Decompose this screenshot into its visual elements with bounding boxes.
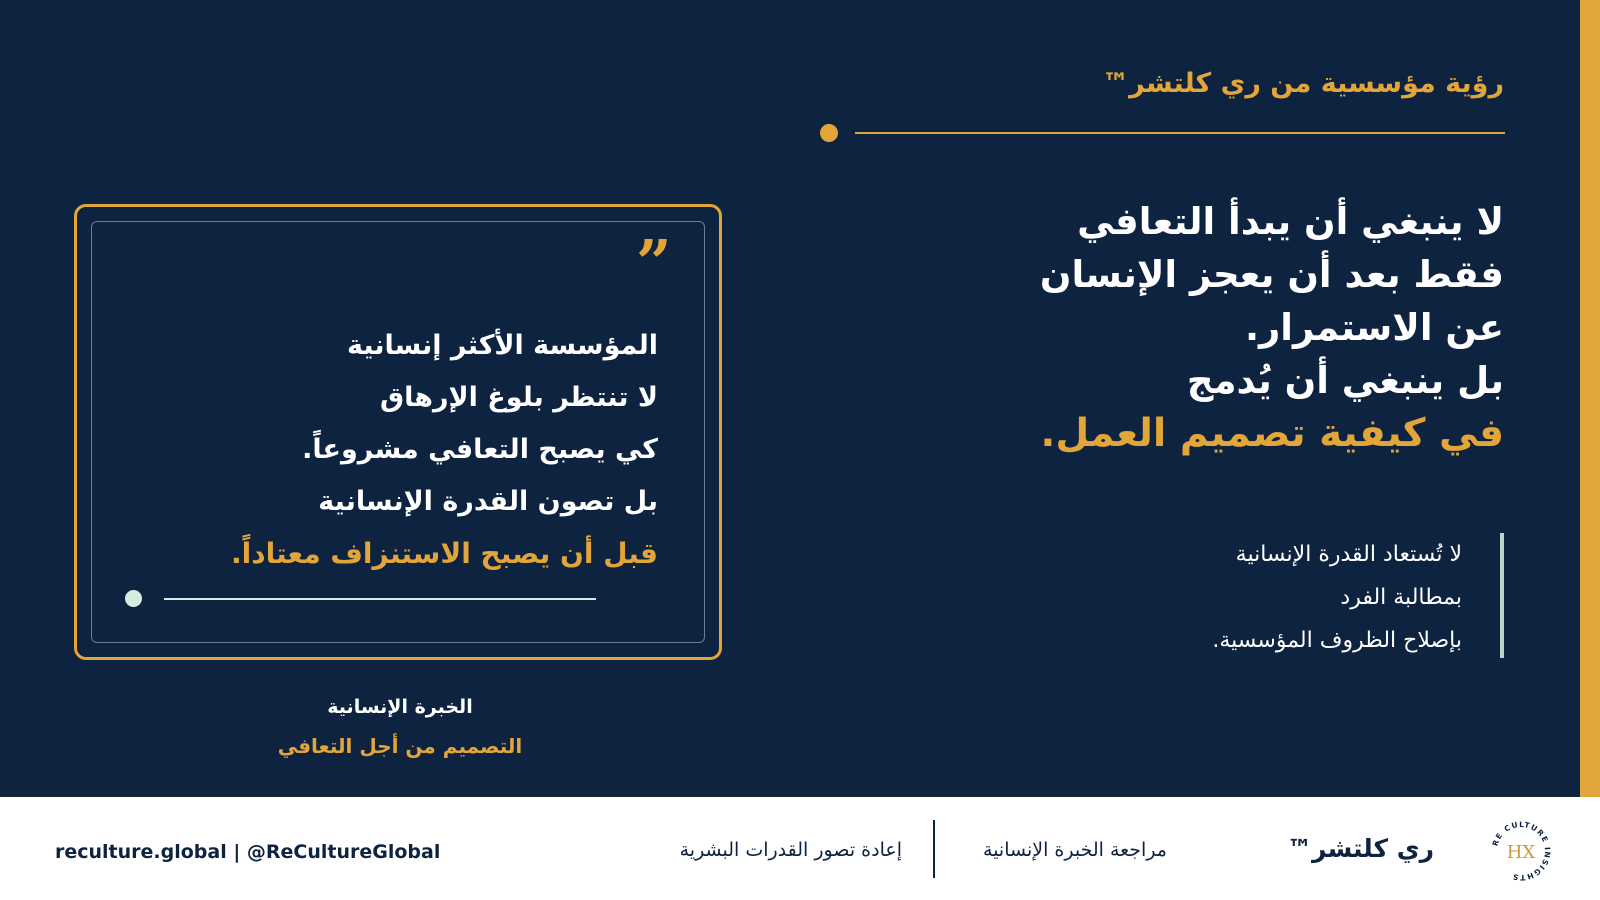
headline bbox=[884, 195, 1504, 460]
svg-text:HX: HX bbox=[1506, 842, 1536, 863]
quote-text bbox=[138, 320, 658, 580]
reculture-insights-logo-icon bbox=[1486, 816, 1556, 886]
footer-divider bbox=[933, 820, 935, 878]
footer-tagline: إعادة تصور القدرات البشرية bbox=[679, 839, 902, 861]
category-label: الخبرة الإنسانية bbox=[327, 696, 473, 718]
quote-card-inner-border bbox=[91, 221, 705, 643]
quote-mark-icon: ” bbox=[636, 226, 672, 299]
quote-dot bbox=[125, 590, 142, 607]
footer-brand-name: ري كلتشر™ bbox=[1287, 834, 1434, 863]
quote-card bbox=[74, 204, 722, 660]
footer-review-title: مراجعة الخبرة الإنسانية bbox=[983, 839, 1167, 861]
headline-accent-line: في كيفية تصميم العمل. bbox=[1040, 411, 1504, 456]
headline-line: بل ينبغي أن يُدمج bbox=[1186, 359, 1504, 402]
supporting-text bbox=[1212, 533, 1504, 658]
supporting-line: بإصلاح الظروف المؤسسية. bbox=[1212, 628, 1462, 653]
footer-website[interactable]: reculture.global | @ReCultureGlobal bbox=[55, 841, 441, 863]
eyebrow-divider bbox=[855, 132, 1505, 134]
headline-line: لا ينبغي أن يبدأ التعافي bbox=[1077, 200, 1504, 243]
quote-line: لا تنتظر بلوغ الإرهاق bbox=[379, 382, 658, 413]
headline-line: فقط بعد أن يعجز الإنسان bbox=[1039, 253, 1504, 296]
category-subtitle: التصميم من أجل التعافي bbox=[277, 734, 523, 758]
quote-accent-line: قبل أن يصبح الاستنزاف معتاداً. bbox=[230, 537, 658, 570]
eyebrow-title: رؤية مؤسسية من ري كلتشر™ bbox=[1102, 68, 1504, 99]
quote-line: بل تصون القدرة الإنسانية bbox=[318, 486, 658, 517]
supporting-line: لا تُستعاد القدرة الإنسانية bbox=[1235, 542, 1462, 567]
svg-text:RE CULTURE INSIGHTS: RE CULTURE INSIGHTS bbox=[1490, 819, 1553, 883]
headline-line: عن الاستمرار. bbox=[1244, 306, 1504, 349]
quote-line: المؤسسة الأكثر إنسانية bbox=[346, 330, 658, 361]
quote-line: كي يصبح التعافي مشروعاً. bbox=[302, 434, 658, 465]
eyebrow-dot bbox=[820, 124, 838, 142]
quote-divider bbox=[164, 598, 596, 600]
supporting-line: بمطالبة الفرد bbox=[1340, 585, 1462, 610]
accent-side-bar bbox=[1580, 0, 1600, 797]
